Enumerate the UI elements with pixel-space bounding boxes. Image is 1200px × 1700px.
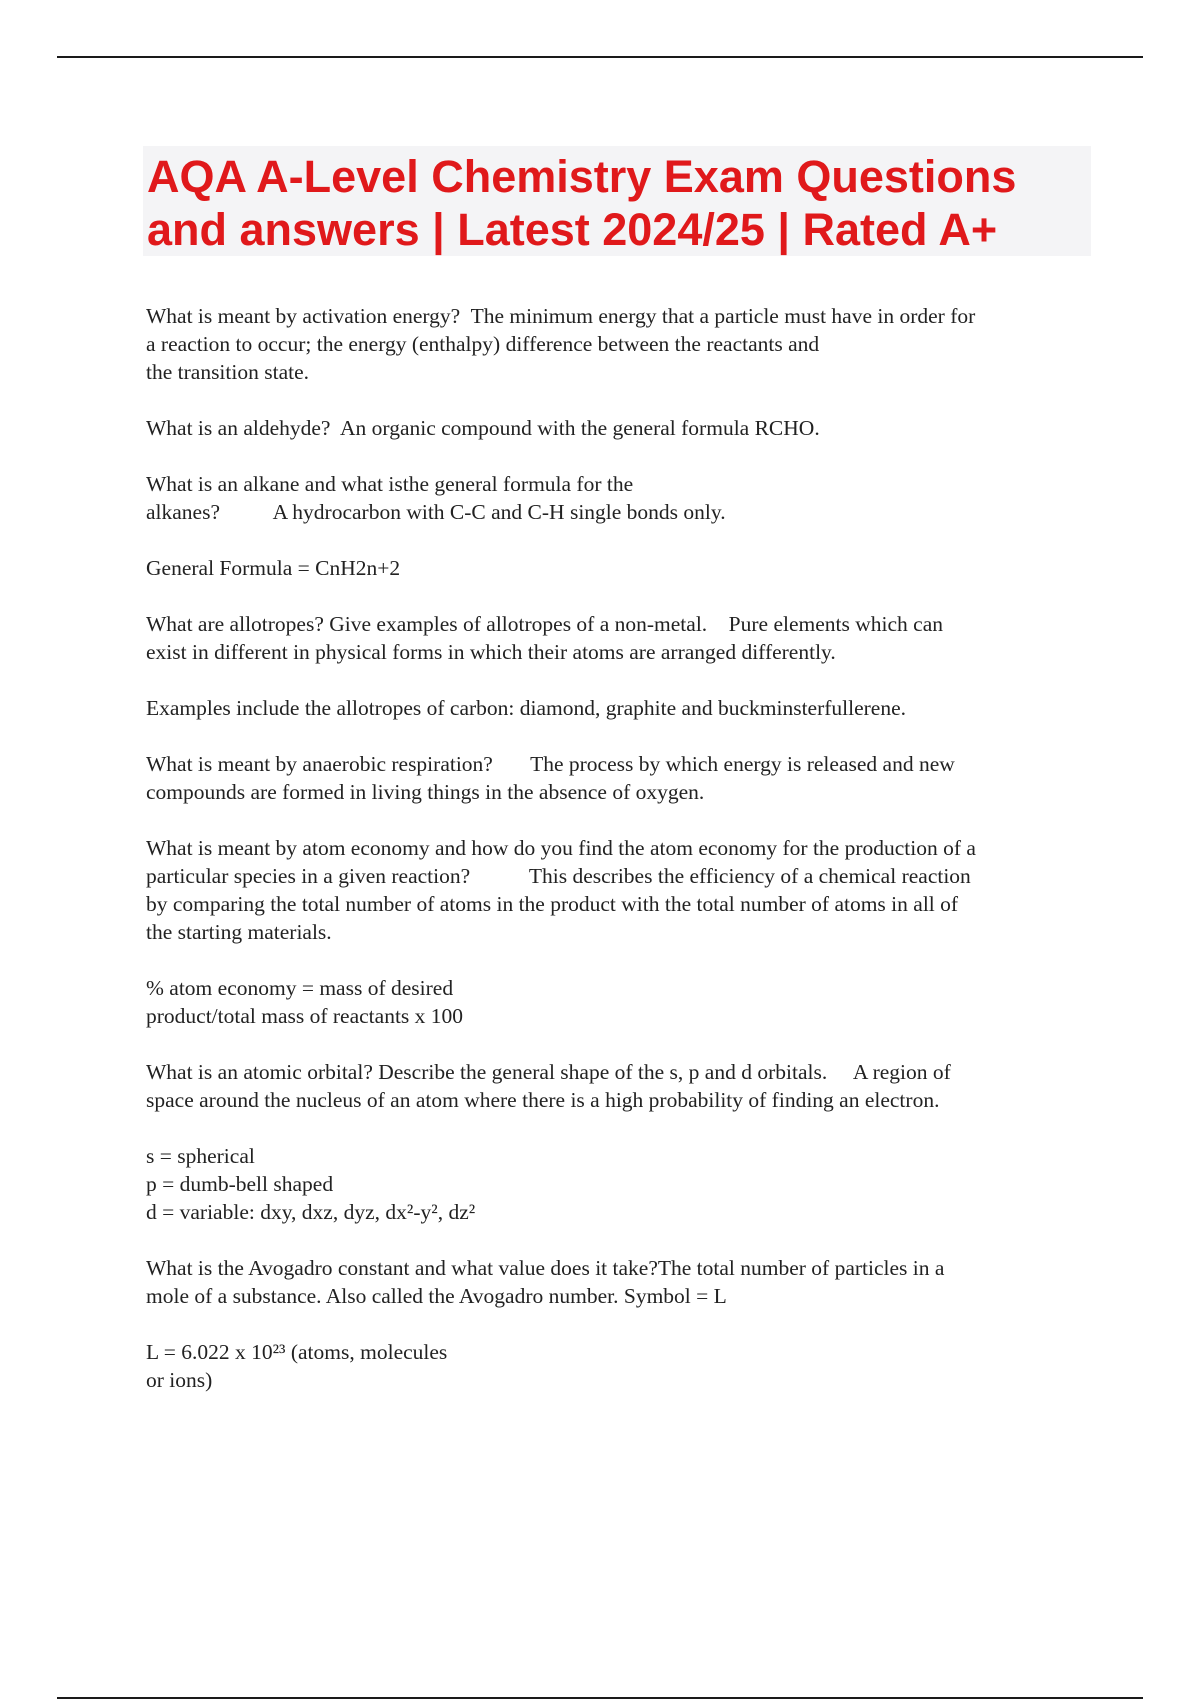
paragraph (146, 414, 1106, 442)
paragraph-gap (146, 1030, 1106, 1058)
text-line: What is an alkane and what isthe general formula for the (146, 472, 634, 496)
paragraph-gap (146, 946, 1106, 974)
paragraph (146, 1142, 1106, 1226)
paragraph (146, 1058, 1106, 1114)
paragraph (146, 1254, 1106, 1310)
paragraph (146, 834, 1106, 946)
paragraph-gap (146, 526, 1106, 554)
paragraph-gap (146, 666, 1106, 694)
text-line: What is the Avogadro constant and what value does it take?The total number of particles in a (146, 1256, 945, 1280)
text-line: General Formula = CnH2n+2 (146, 556, 401, 580)
text-line: % atom economy = mass of desired (146, 976, 454, 1000)
title-line-1: AQA A-Level Chemistry Exam Questions (147, 151, 1017, 202)
text-line: alkanes? A hydrocarbon with C-C and C-H single bonds only. (146, 500, 726, 524)
paragraph-gap (146, 442, 1106, 470)
text-line: What is meant by anaerobic respiration? The process by which energy is released and new (146, 752, 955, 776)
paragraph (146, 974, 1106, 1030)
paragraph-gap (146, 1226, 1106, 1254)
paragraph (146, 1338, 1106, 1394)
text-line: space around the nucleus of an atom where there is a high probability of finding an electron. (146, 1088, 940, 1112)
text-line: L = 6.022 x 10²³ (atoms, molecules (146, 1340, 448, 1364)
title-banner (143, 146, 1091, 256)
text-line: mole of a substance. Also called the Avogadro number. Symbol = L (146, 1284, 727, 1308)
text-line: exist in different in physical forms in which their atoms are arranged differently. (146, 640, 836, 664)
paragraph (146, 302, 1106, 386)
paragraph-gap (146, 806, 1106, 834)
paragraph (146, 750, 1106, 806)
text-line: Examples include the allotropes of carbon: diamond, graphite and buckminsterfullerene. (146, 696, 907, 720)
paragraph-gap (146, 1310, 1106, 1338)
document-body (146, 302, 1106, 1394)
text-line: What is meant by atom economy and how do you find the atom economy for the production of a (146, 836, 976, 860)
paragraph (146, 694, 1106, 722)
paragraph (146, 554, 1106, 582)
paragraph-gap (146, 1114, 1106, 1142)
text-line: or ions) (146, 1368, 213, 1392)
title-line-2: and answers | Latest 2024/25 | Rated A+ (147, 204, 998, 255)
text-line: What is an aldehyde? An organic compound with the general formula RCHO. (146, 416, 820, 440)
text-line: the starting materials. (146, 920, 332, 944)
text-line: What is meant by activation energy? The minimum energy that a particle must have in order for (146, 304, 976, 328)
paragraph-gap (146, 582, 1106, 610)
text-line: What are allotropes? Give examples of allotropes of a non-metal. Pure elements which can (146, 612, 944, 636)
text-line: What is an atomic orbital? Describe the general shape of the s, p and d orbitals. A region of (146, 1060, 951, 1084)
top-rule (57, 56, 1143, 58)
text-line: particular species in a given reaction? This describes the efficiency of a chemical reaction (146, 864, 971, 888)
text-line: a reaction to occur; the energy (enthalpy) difference between the reactants and (146, 332, 820, 356)
bottom-rule (57, 1697, 1143, 1699)
text-line: compounds are formed in living things in the absence of oxygen. (146, 780, 705, 804)
text-line: d = variable: dxy, dxz, dyz, dx²-y², dz² (146, 1200, 476, 1224)
paragraph-gap (146, 722, 1106, 750)
paragraph (146, 610, 1106, 666)
text-line: by comparing the total number of atoms in the product with the total number of atoms in all of (146, 892, 959, 916)
text-line: s = spherical (146, 1144, 255, 1168)
paragraph (146, 470, 1106, 526)
paragraph-gap (146, 386, 1106, 414)
text-line: the transition state. (146, 360, 310, 384)
text-line: p = dumb-bell shaped (146, 1172, 334, 1196)
text-line: product/total mass of reactants x 100 (146, 1004, 464, 1028)
